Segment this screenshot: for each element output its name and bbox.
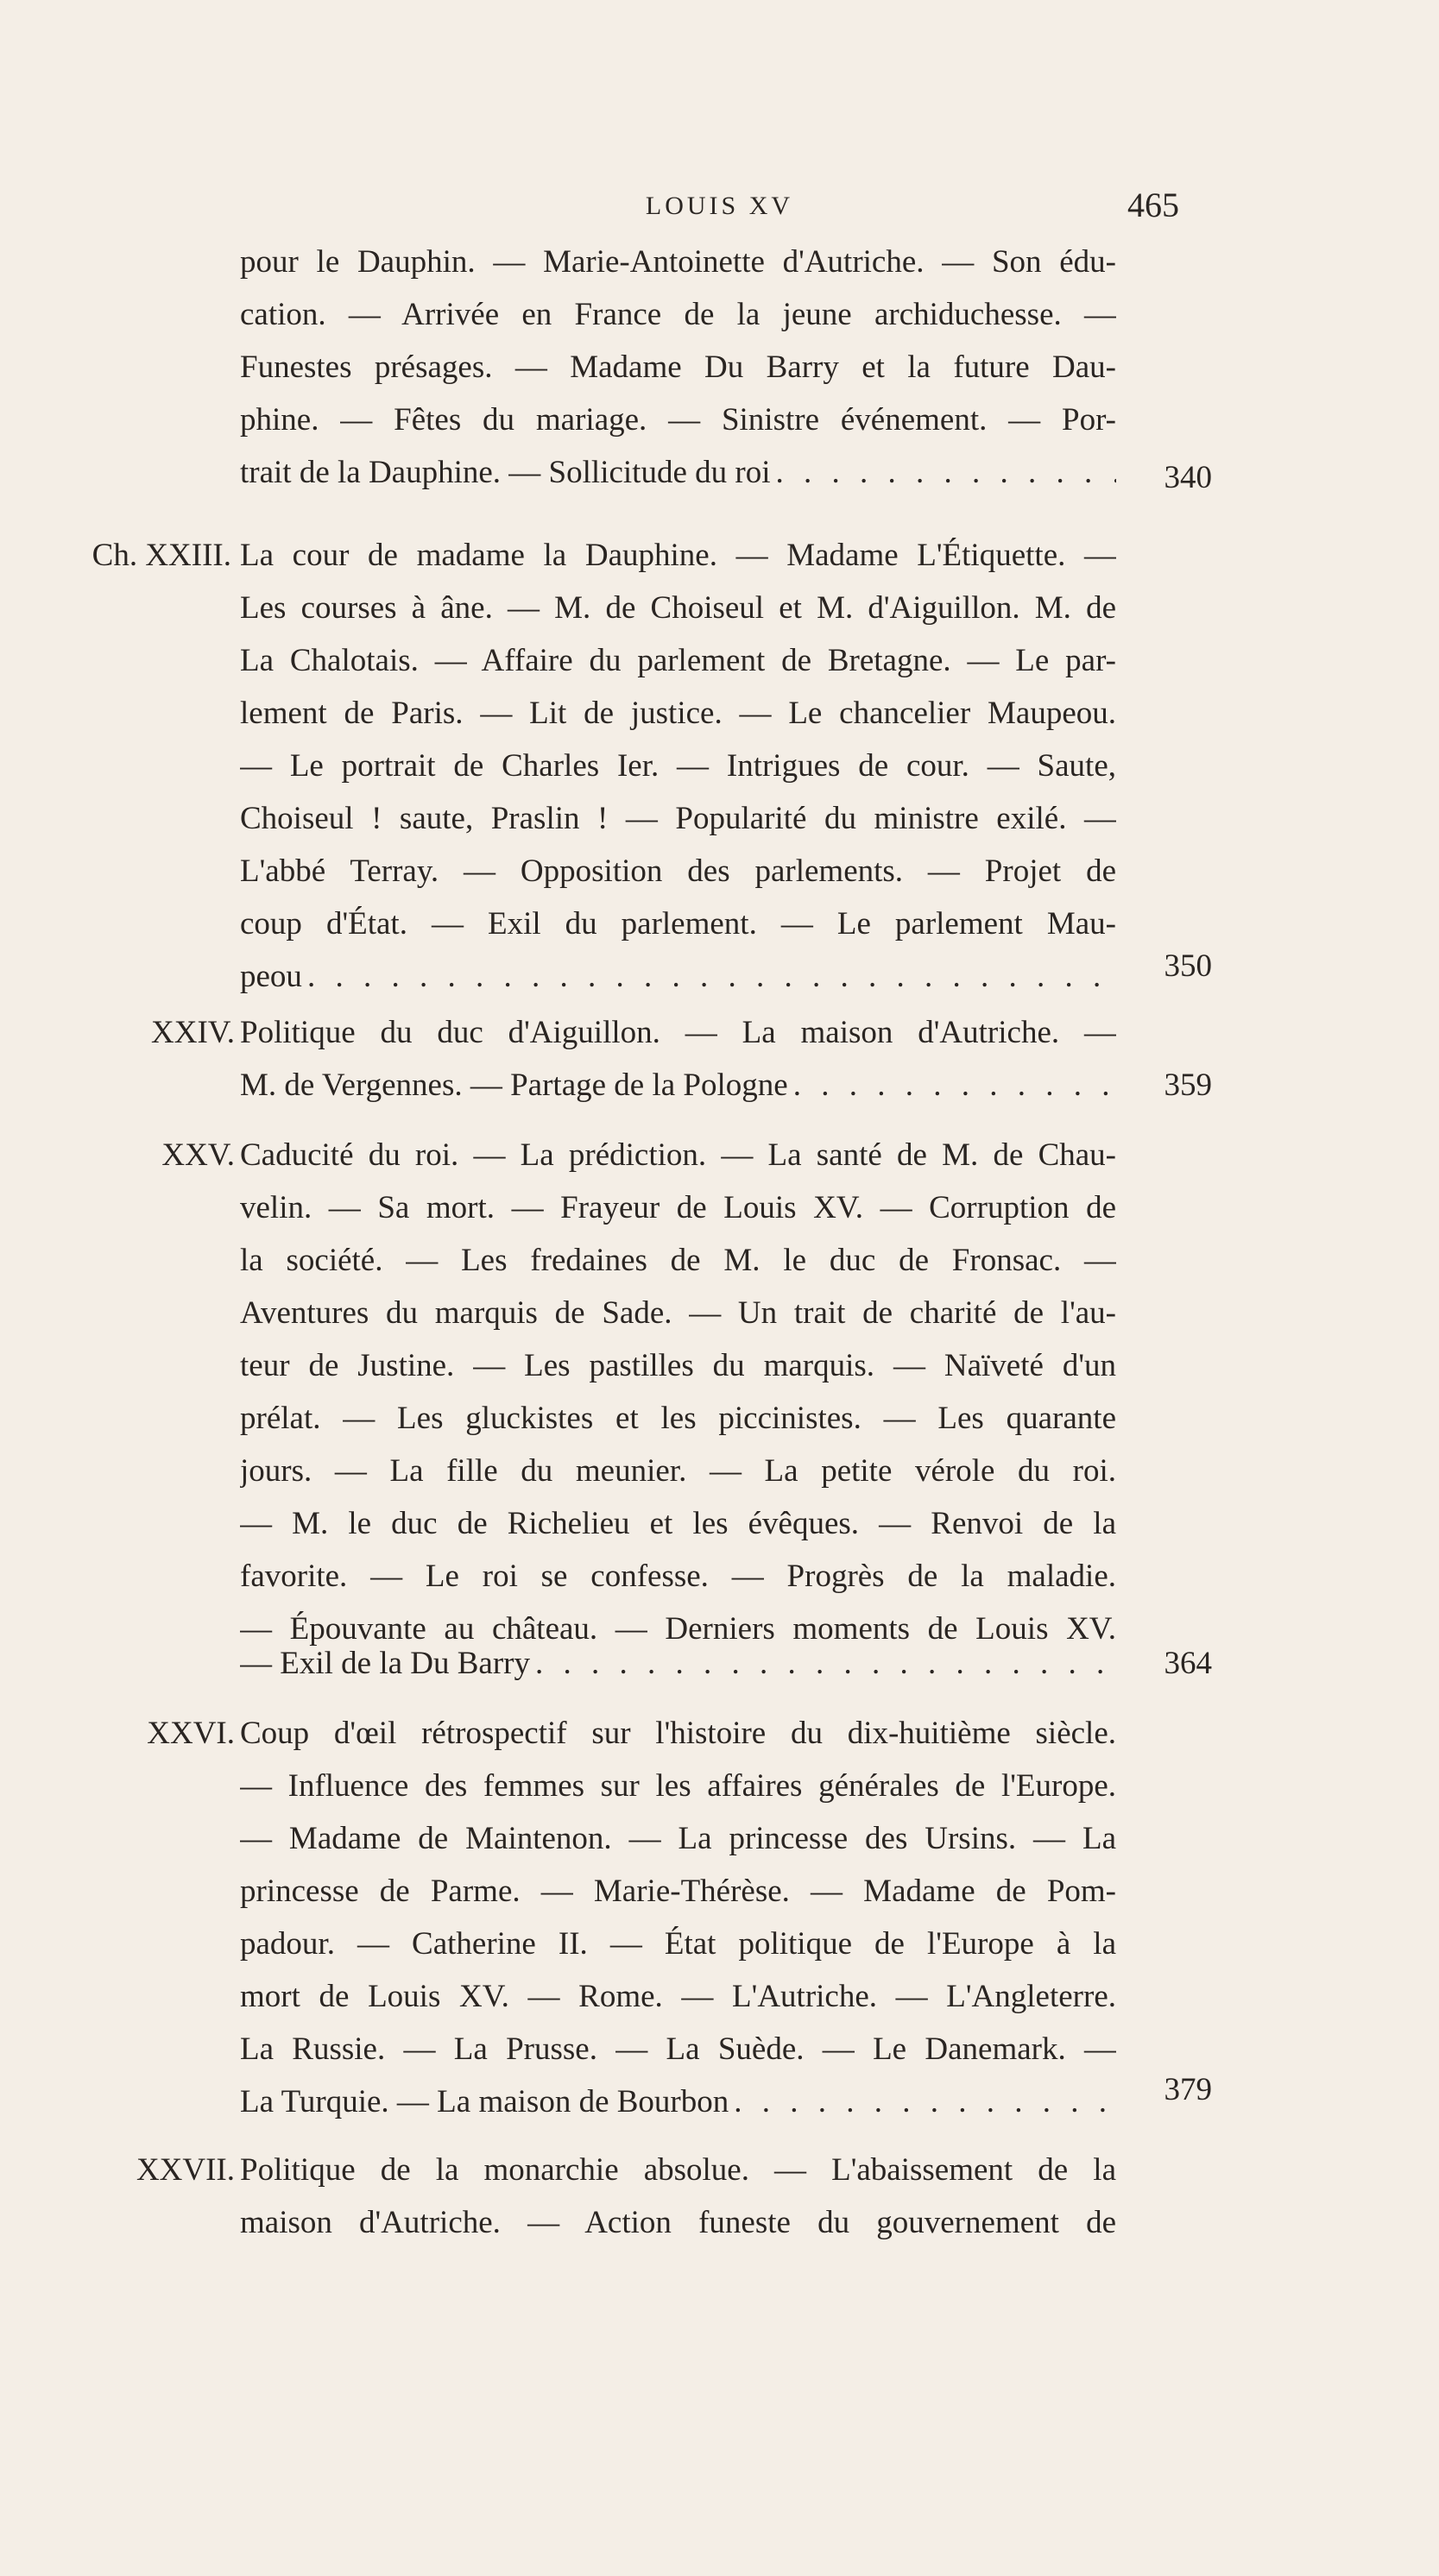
toc-line: Caducité du roi. — La prédiction. — La santé de M. de Chau- — [240, 1137, 1116, 1173]
toc-line: Funestes présages. — Madame Du Barry et la future Dau- — [240, 350, 1116, 385]
running-title: LOUIS XV — [645, 192, 794, 220]
toc-line: la société. — Les fredaines de M. le duc de Fronsac. — — [240, 1243, 1116, 1278]
toc-line-text: La Turquie. — La maison de Bourbon — [240, 2084, 729, 2119]
toc-line: Politique de la monarchie absolue. — L'abaissement de la — [240, 2152, 1116, 2188]
toc-line-text: M. de Vergennes. — Partage de la Pologne — [240, 1068, 788, 1103]
toc-line: Politique du duc d'Aiguillon. — La maison d'Autriche. — — [240, 1015, 1116, 1050]
toc-line-with-leader — [240, 2083, 1116, 2120]
toc-line: coup d'État. — Exil du parlement. — Le parlement Mau- — [240, 906, 1116, 942]
toc-line-text: trait de la Dauphine. — Sollicitude du roi — [240, 455, 771, 490]
toc-line: maison d'Autriche. — Action funeste du gouvernement de — [240, 2205, 1116, 2240]
toc-line: — Influence des femmes sur les affaires générales de l'Europe. — [240, 1768, 1116, 1804]
toc-page-ref: 359 — [1164, 1068, 1212, 1103]
toc-line-text: — Exil de la Du Barry — [240, 1646, 530, 1681]
toc-line: La cour de madame la Dauphine. — Madame L'Étiquette. — — [240, 538, 1116, 573]
toc-line: prélat. — Les gluckistes et les piccinistes. — Les quarante — [240, 1401, 1116, 1436]
toc-line: velin. — Sa mort. — Frayeur de Louis XV. — Corruption de — [240, 1190, 1116, 1225]
dot-leader — [307, 958, 1116, 995]
toc-page-ref: 340 — [1164, 460, 1212, 495]
toc-line: Les courses à âne. — M. de Choiseul et M. d'Aiguillon. M. de — [240, 590, 1116, 626]
toc-line: La Chalotais. — Affaire du parlement de Bretagne. — Le par- — [240, 643, 1116, 678]
toc-line-with-leader — [240, 958, 1116, 995]
toc-line: cation. — Arrivée en France de la jeune archiduchesse. — — [240, 297, 1116, 332]
toc-line: teur de Justine. — Les pastilles du marquis. — Naïveté d'un — [240, 1348, 1116, 1383]
chapter-number: XXVI. — [147, 1716, 235, 1751]
toc-page-ref: 379 — [1164, 2072, 1212, 2107]
toc-line: — M. le duc de Richelieu et les évêques. — Renvoi de la — [240, 1506, 1116, 1541]
dot-leader — [734, 2083, 1116, 2120]
toc-line: — Épouvante au château. — Derniers moments de Louis XV. — [240, 1611, 1116, 1647]
toc-line: phine. — Fêtes du mariage. — Sinistre événement. — Por- — [240, 402, 1116, 438]
toc-line: Aventures du marquis de Sade. — Un trait de charité de l'au- — [240, 1295, 1116, 1331]
chapter-number: XXVII. — [136, 2152, 235, 2188]
toc-line: — Madame de Maintenon. — La princesse des Ursins. — La — [240, 1821, 1116, 1856]
toc-line: princesse de Parme. — Marie-Thérèse. — Madame de Pom- — [240, 1874, 1116, 1909]
toc-page-ref: 350 — [1164, 948, 1212, 984]
toc-line: jours. — La fille du meunier. — La petite vérole du roi. — [240, 1453, 1116, 1489]
toc-line: — Le portrait de Charles Ier. — Intrigues de cour. — Saute, — [240, 748, 1116, 784]
toc-line: favorite. — Le roi se confesse. — Progrès de la maladie. — [240, 1559, 1116, 1594]
toc-line-with-leader — [240, 454, 1116, 491]
dot-leader — [793, 1067, 1116, 1104]
chapter-number: XXIV. — [151, 1015, 235, 1050]
toc-page-ref: 364 — [1164, 1646, 1212, 1681]
toc-line: pour le Dauphin. — Marie-Antoinette d'Autriche. — Son édu- — [240, 244, 1116, 280]
toc-line: padour. — Catherine II. — État politique de l'Europe à la — [240, 1926, 1116, 1962]
chapter-number: Ch. XXIII. — [92, 538, 231, 573]
toc-line: Choiseul ! saute, Praslin ! — Popularité du ministre exilé. — — [240, 801, 1116, 836]
toc-line: La Russie. — La Prusse. — La Suède. — Le Danemark. — — [240, 2031, 1116, 2067]
toc-line: lement de Paris. — Lit de justice. — Le chancelier Maupeou. — [240, 696, 1116, 731]
toc-line-text: peou — [240, 959, 302, 994]
dot-leader — [535, 1645, 1116, 1682]
chapter-number: XXV. — [161, 1137, 235, 1173]
toc-line-with-leader — [240, 1067, 1116, 1104]
toc-line: L'abbé Terray. — Opposition des parlements. — Projet de — [240, 853, 1116, 889]
toc-line: Coup d'œil rétrospectif sur l'histoire du dix-huitième siècle. — [240, 1716, 1116, 1751]
toc-line-with-leader — [240, 1645, 1116, 1682]
dot-leader — [775, 454, 1116, 491]
page-number: 465 — [1127, 186, 1179, 224]
toc-line: mort de Louis XV. — Rome. — L'Autriche. — L'Angleterre. — [240, 1979, 1116, 2014]
